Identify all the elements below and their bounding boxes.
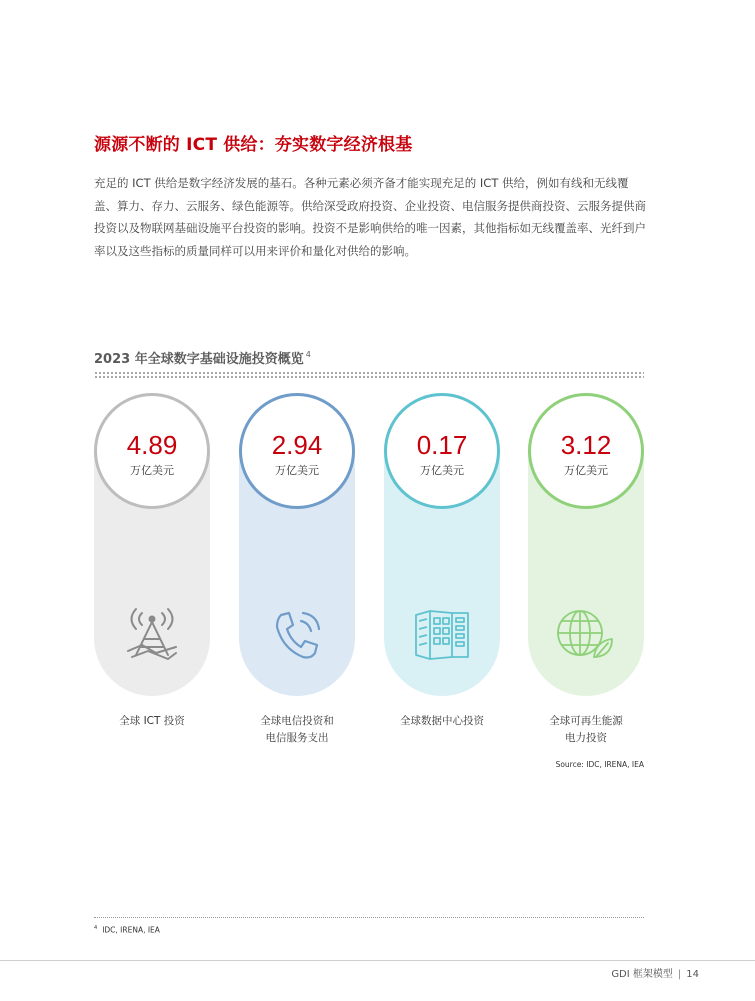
value-circle xyxy=(94,393,210,509)
investment-unit: 万亿美元 xyxy=(420,463,464,477)
page-footer xyxy=(611,965,699,980)
investment-value: 2.94 xyxy=(271,429,323,460)
dotted-divider xyxy=(94,371,644,379)
investment-value: 0.17 xyxy=(416,429,468,460)
phone-icon xyxy=(267,605,327,665)
label-line: 全球可再生能源 xyxy=(549,715,623,727)
label-line: 电信服务支出 xyxy=(265,732,329,744)
investment-label xyxy=(508,713,664,747)
intro-paragraph xyxy=(94,172,649,262)
footer-divider xyxy=(0,960,755,961)
source-note: Source: IDC, IRENA, IEA xyxy=(555,760,644,769)
label-line: 全球 ICT 投资 xyxy=(119,715,185,727)
value-circle xyxy=(528,393,644,509)
label-line: 电力投资 xyxy=(565,732,607,744)
footer-label: GDI 框架模型 xyxy=(611,969,673,980)
globe-leaf-icon xyxy=(550,605,618,665)
page-number: 14 xyxy=(686,969,699,980)
footnote-text: IDC, IRENA, IEA xyxy=(102,925,160,935)
server-rack-icon xyxy=(404,605,480,665)
footer-separator: | xyxy=(677,969,682,980)
footnote-number: 4 xyxy=(94,925,98,931)
value-circle xyxy=(384,393,500,509)
investment-label xyxy=(74,713,230,730)
investment-unit: 万亿美元 xyxy=(130,463,174,477)
intro-text: 充足的 ICT 供给是数字经济发展的基石。各种元素必须齐备才能实现充足的 ICT 供给，例如有线和无线覆盖、算力、存力、云服务、绿色能源等。供给深受政府投资、企业投资、电信服务提供商投资、云服务提供商投资以及物联网基础设施平台投资的影响。投资不是影响供给的唯一因素，其他指标如无线覆盖率、光纤到户率以及这些指标的质量同样可以用来评价和量化对供给的影响。 xyxy=(94,176,646,258)
label-line: 全球数据中心投资 xyxy=(400,715,484,727)
footnote-divider xyxy=(94,917,644,918)
investment-label xyxy=(219,713,375,747)
investment-unit: 万亿美元 xyxy=(275,463,319,477)
footnote-ref: 4 xyxy=(305,350,311,359)
section-title-text: 2023 年全球数字基础设施投资概览 xyxy=(94,352,304,367)
footnote xyxy=(94,925,160,935)
investment-unit: 万亿美元 xyxy=(564,463,608,477)
cell-tower-icon xyxy=(122,605,182,665)
section-title xyxy=(94,348,311,367)
page-title: 源源不断的 ICT 供给：夯实数字经济根基 xyxy=(94,135,413,155)
investment-value: 4.89 xyxy=(126,429,178,460)
investment-label xyxy=(364,713,520,730)
label-line: 全球电信投资和 xyxy=(260,715,334,727)
investment-value: 3.12 xyxy=(560,429,612,460)
value-circle xyxy=(239,393,355,509)
